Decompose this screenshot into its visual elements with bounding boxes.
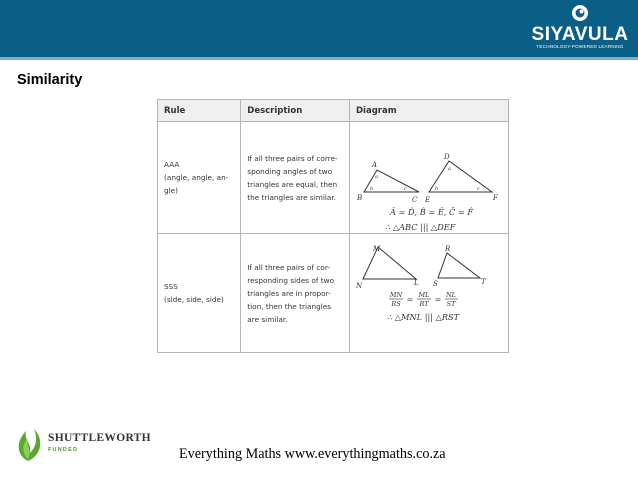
ratio-denominator: RT: [419, 300, 429, 308]
header-accent-line: [0, 57, 638, 60]
ratio-numerator: MN: [389, 291, 403, 299]
rule-cell-aaa: [158, 122, 241, 234]
aaa-diagram: [350, 122, 508, 233]
rule-line: AAA: [164, 160, 180, 169]
angle-label: a: [374, 174, 378, 180]
vertex-label: N: [355, 282, 363, 290]
rule-cell-sss: [158, 234, 241, 353]
description-line: triangles are in propor-: [247, 288, 331, 298]
description-cell-sss: [241, 234, 350, 353]
triangle-def: [429, 161, 492, 192]
sponsor-name: SHUTTLEWORTH: [48, 432, 151, 444]
triangle-rst: [438, 253, 480, 278]
side-ratios: [389, 291, 458, 308]
shuttleworth-logo: [10, 423, 150, 463]
vertex-label: B: [356, 194, 363, 202]
siyavula-circle-icon: [526, 4, 634, 26]
vertex-label: C: [411, 196, 418, 204]
column-header-diagram: Diagram: [349, 100, 508, 122]
brand-tagline: TECHNOLOGY-POWERED LEARNING: [536, 44, 624, 49]
description-line: If all three pairs of corre-: [247, 153, 338, 163]
description-cell-aaa: [241, 122, 350, 234]
footer-text: Everything Maths www.everythingmaths.co.za: [179, 446, 446, 462]
rule-line: (angle, angle, an-: [164, 173, 229, 182]
vertex-label: A: [371, 161, 378, 169]
similarity-conclusion: ∴ △MNL ||| △RST: [386, 312, 460, 322]
column-header-rule: Rule: [158, 100, 241, 122]
angle-label: b: [434, 186, 439, 192]
vertex-label: S: [432, 280, 438, 288]
vertex-label: F: [492, 194, 498, 202]
table-row-sss: [158, 234, 509, 353]
diagram-cell-sss: [349, 234, 508, 353]
vertex-label: L: [413, 279, 419, 287]
description-line: the triangles are similar.: [247, 192, 337, 202]
description-line: If all three pairs of cor-: [247, 262, 331, 272]
angle-label: c: [476, 186, 480, 192]
vertex-label: R: [444, 245, 451, 253]
column-header-description: Description: [241, 100, 350, 122]
ratio-equals: =: [434, 295, 442, 304]
description-line: sponding angles of two: [247, 166, 333, 176]
table-header-row: [158, 100, 509, 122]
angle-equation: Â = D̂, B̂ = Ê, Ĉ = F̂: [389, 207, 474, 217]
angle-label: b: [369, 186, 374, 192]
angle-label: a: [447, 166, 451, 172]
vertex-label: D: [443, 153, 450, 161]
ratio-denominator: ST: [446, 300, 456, 308]
description-line: are similar.: [247, 314, 288, 324]
flame-leaf-icon: [10, 423, 46, 463]
diagram-cell-aaa: [349, 122, 508, 234]
vertex-label: T: [480, 278, 486, 286]
description-line: responding sides of two: [247, 275, 335, 285]
ratio-equals: =: [406, 295, 414, 304]
similarity-conclusion: ∴ △ABC ||| △DEF: [384, 222, 456, 232]
similarity-rules-table: [157, 99, 509, 353]
rule-line: SSS: [164, 282, 178, 291]
ratio-numerator: NL: [445, 291, 456, 299]
table-row-aaa: [158, 122, 509, 234]
slide-title: Similarity: [17, 72, 83, 88]
vertex-label: M: [372, 245, 381, 253]
brand-name: SIYAVULA: [531, 24, 629, 45]
description-line: triangles are equal, then: [247, 179, 338, 189]
siyavula-logo: [526, 4, 634, 54]
rule-line: (side, side, side): [164, 295, 224, 304]
sss-diagram: [350, 234, 508, 352]
ratio-denominator: RS: [391, 300, 401, 308]
ratio-numerator: ML: [418, 291, 430, 299]
description-line: tion, then the triangles: [247, 301, 332, 311]
vertex-label: E: [424, 196, 431, 204]
angle-label: c: [403, 186, 407, 192]
rule-line: gle): [164, 186, 178, 195]
sponsor-subtitle: FUNDED: [48, 447, 79, 453]
triangle-mnl: [363, 247, 416, 279]
